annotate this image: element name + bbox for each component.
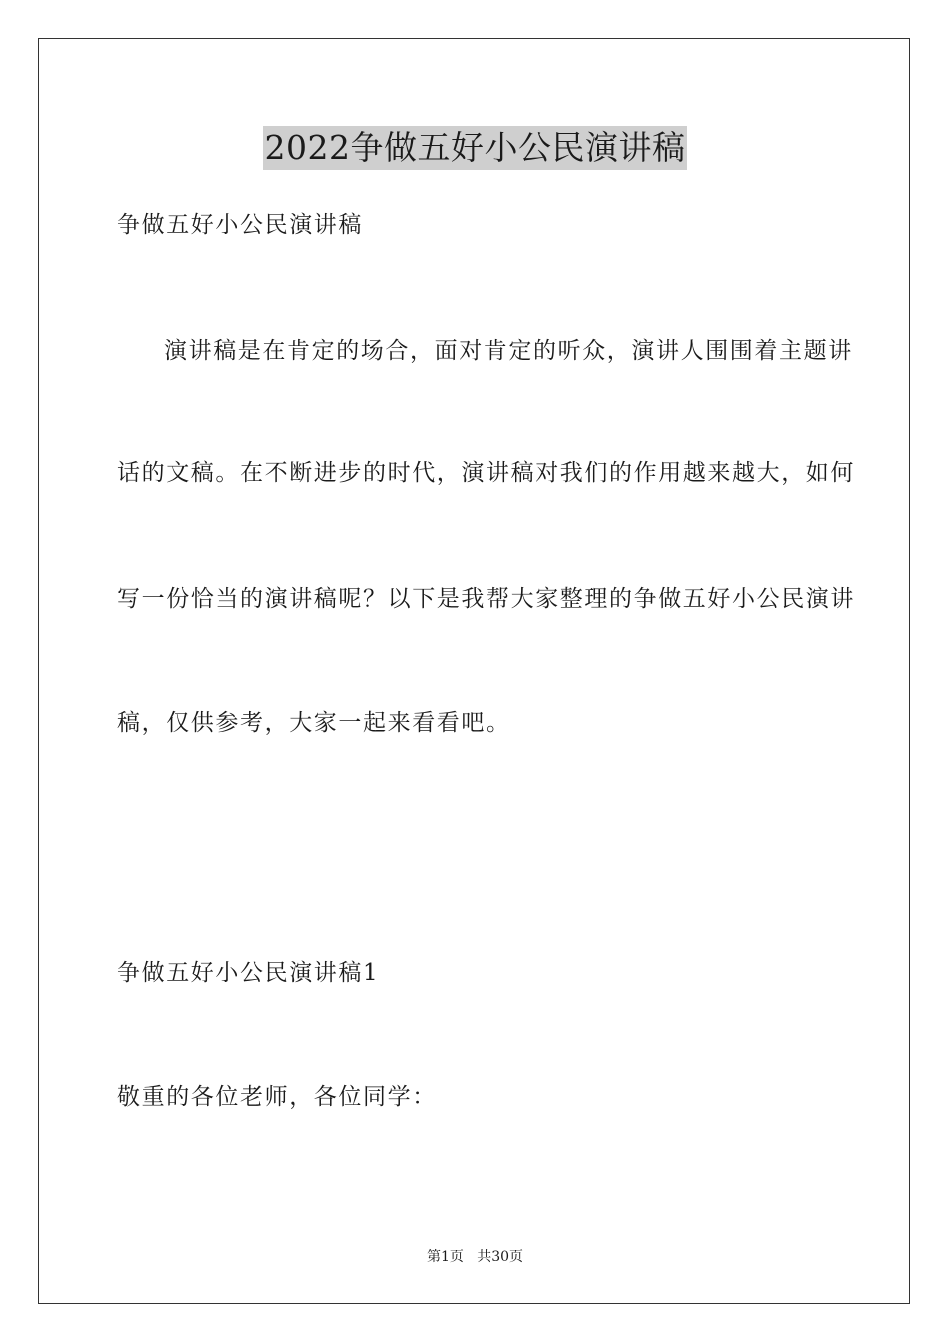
section-heading: 争做五好小公民演讲稿1 — [117, 960, 380, 986]
intro-line-3: 写一份恰当的演讲稿呢？以下是我帮大家整理的争做五好小公民演讲 — [117, 586, 855, 612]
intro-line-2: 话的文稿。在不断进步的时代，演讲稿对我们的作用越来越大，如何 — [117, 460, 855, 486]
page-number-footer: 第1页 共30页 — [426, 1249, 524, 1265]
title-container — [0, 126, 950, 170]
intro-line-1: 演讲稿是在肯定的场合，面对肯定的听众，演讲人围围着主题讲 — [164, 338, 853, 364]
intro-line-4: 稿，仅供参考，大家一起来看看吧。 — [117, 710, 511, 736]
document-title: 2022争做五好小公民演讲稿 — [263, 126, 688, 170]
subtitle: 争做五好小公民演讲稿 — [117, 212, 363, 238]
salutation: 敬重的各位老师，各位同学： — [117, 1084, 437, 1110]
